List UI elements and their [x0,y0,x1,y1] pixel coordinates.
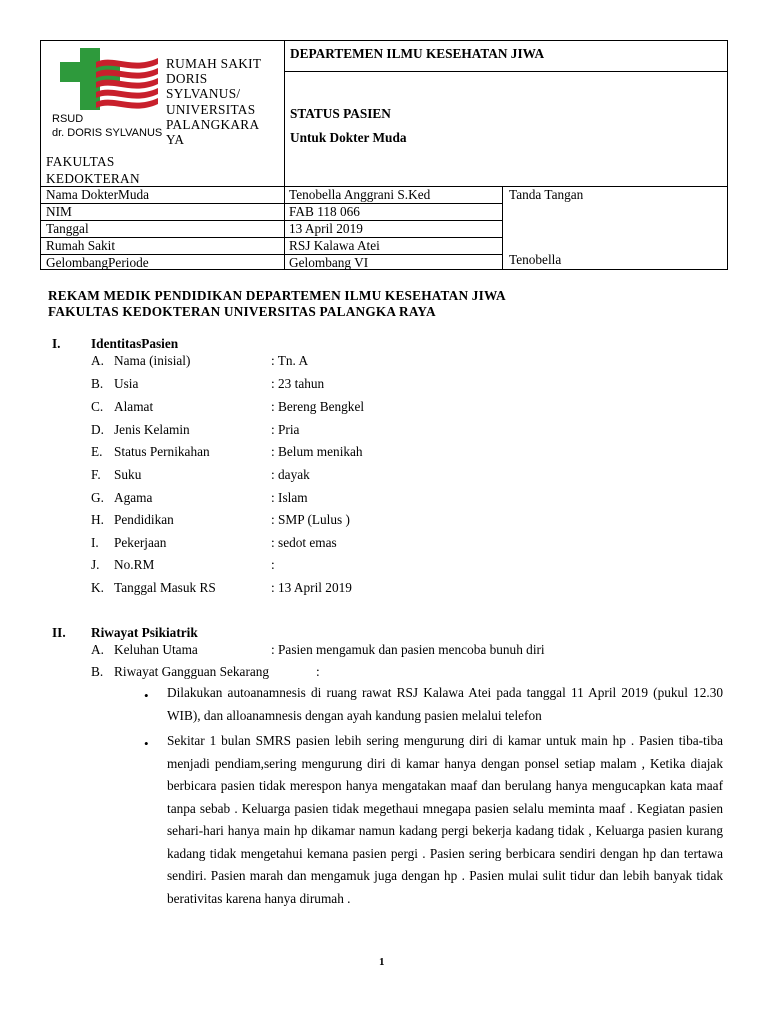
header-divider-dept [284,71,728,72]
info-label: NIM [46,204,72,219]
record-title-line1: REKAM MEDIK PENDIDIKAN DEPARTEMEN ILMU KESEHATAN JIWA [48,288,506,303]
item-label: Agama [114,490,153,505]
logo-graphic [52,48,164,138]
status-title: STATUS PASIEN [290,106,391,121]
page-number: 1 [379,956,385,968]
hospital-line: PALANGKARA [166,116,260,132]
faculty-line: KEDOKTERAN [46,171,140,186]
item-value: : [316,664,320,679]
item-label: Keluhan Utama [114,642,198,657]
hospital-line: DORIS [166,71,208,87]
item-letter: F. [91,467,101,482]
section-title: Riwayat Psikiatrik [91,625,198,640]
item-label: Pekerjaan [114,535,167,550]
item-value: : dayak [271,467,310,482]
item-letter: I. [91,535,99,550]
hospital-logo [52,48,164,138]
item-label: Status Pernikahan [114,444,210,459]
item-label: Nama (inisial) [114,353,191,368]
item-value: : [271,557,275,572]
item-letter: B. [91,376,104,391]
item-letter: A. [91,642,104,657]
info-label: Nama DokterMuda [46,187,150,202]
item-letter: C. [91,399,104,414]
status-subtitle: Untuk Dokter Muda [290,130,407,145]
info-value: Tenobella Anggrani S.Ked [289,187,431,202]
item-letter: G. [91,490,104,505]
info-value: FAB 118 066 [289,204,360,219]
logo-name: RSUD [52,113,84,125]
hospital-name [166,56,284,147]
bullet-icon: • [144,688,149,703]
item-letter: B. [91,664,104,679]
item-value: : 23 tahun [271,376,325,391]
info-label: Tanggal [46,221,89,236]
info-row-line [40,220,502,221]
item-letter: A. [91,353,104,368]
hospital-line: YA [166,132,185,148]
signature-name: Tenobella [509,252,562,267]
info-table-sign-divider [502,186,503,270]
bullet-icon: • [144,736,149,751]
logo-subtitle: dr. DORIS SYLVANUS [52,127,163,138]
item-value: : Bereng Bengkel [271,399,365,414]
info-row-line [40,203,502,204]
info-value: RSJ Kalawa Atei [289,238,380,253]
item-label: Alamat [114,399,154,414]
item-letter: D. [91,422,104,437]
info-label: GelombangPeriode [46,255,149,270]
item-value: : 13 April 2019 [271,580,352,595]
item-value: : SMP (Lulus ) [271,512,350,527]
item-label: Suku [114,467,142,482]
item-letter: E. [91,444,103,459]
signature-label: Tanda Tangan [509,187,584,202]
item-label: Jenis Kelamin [114,422,190,437]
item-label: Usia [114,376,139,391]
section-title: IdentitasPasien [91,336,179,351]
item-label: Pendidikan [114,512,174,527]
header-divider-vertical [284,40,285,270]
info-value: 13 April 2019 [289,221,363,236]
item-value: : Belum menikah [271,444,363,459]
faculty-name [46,153,140,187]
department-title: DEPARTEMEN ILMU KESEHATAN JIWA [290,46,545,61]
history-paragraph: Dilakukan autoanamnesis di ruang rawat RSJ Kalawa Atei pada tanggal 11 April 2019 (pukul 12.30 WIB), dan alloanamnesis dengan ayah kandung pasien melalui telefon [167,685,723,723]
section-number: I. [52,336,61,351]
hospital-line: RUMAH SAKIT [166,56,262,71]
hospital-line: SYLVANUS/ [166,86,241,102]
record-title-line2: FAKULTAS KEDOKTERAN UNIVERSITAS PALANGKA RAYA [48,304,436,319]
item-letter: J. [91,557,100,572]
item-label: Tanggal Masuk RS [114,580,216,595]
info-value: Gelombang VI [289,255,369,270]
item-value: : Pasien mengamuk dan pasien mencoba bunuh diri [271,642,545,657]
item-letter: K. [91,580,104,595]
item-label: Riwayat Gangguan Sekarang [114,664,270,679]
item-value: : sedot emas [271,535,337,550]
item-value: : Pria [271,422,300,437]
item-label: No.RM [114,557,155,572]
hospital-line: UNIVERSITAS [166,101,256,117]
history-paragraph: Sekitar 1 bulan SMRS pasien lebih sering mengurung diri di kamar untuk main hp . Pasien tiba-tiba menjadi pendiam,sering mengurung diri di kamar hanya dengan ponsel setiap malam , Ketika diajak berbicara pasien tidak merespon hanya mengatakan maaf dan berulang hanya mengucapkan kata maaf tanpa sebab . Keluarga pasien tidak megethaui mnegapa pasien selalu meminta maaf . Kegiatan pasien sehari-hari hanya main hp dikamar namun kadang pergi bekerja kadang tidak , Keluarga pasien kurang kadang tidak mengetahui kemana pasien pergi . Pasien sering berbicara sendiri dengan hp dan tertawa sendiri. Pasien marah dan mengamuk juga dengan hp . Pasien mulai sulit tidur dan lebih banyak tidak berativitas karena hanya dirumah . [167,733,723,906]
item-value: : Tn. A [271,353,309,368]
item-letter: H. [91,512,104,527]
info-label: Rumah Sakit [46,238,116,253]
section-number: II. [52,625,66,640]
faculty-line: FAKULTAS [46,154,115,169]
item-value: : Islam [271,490,308,505]
